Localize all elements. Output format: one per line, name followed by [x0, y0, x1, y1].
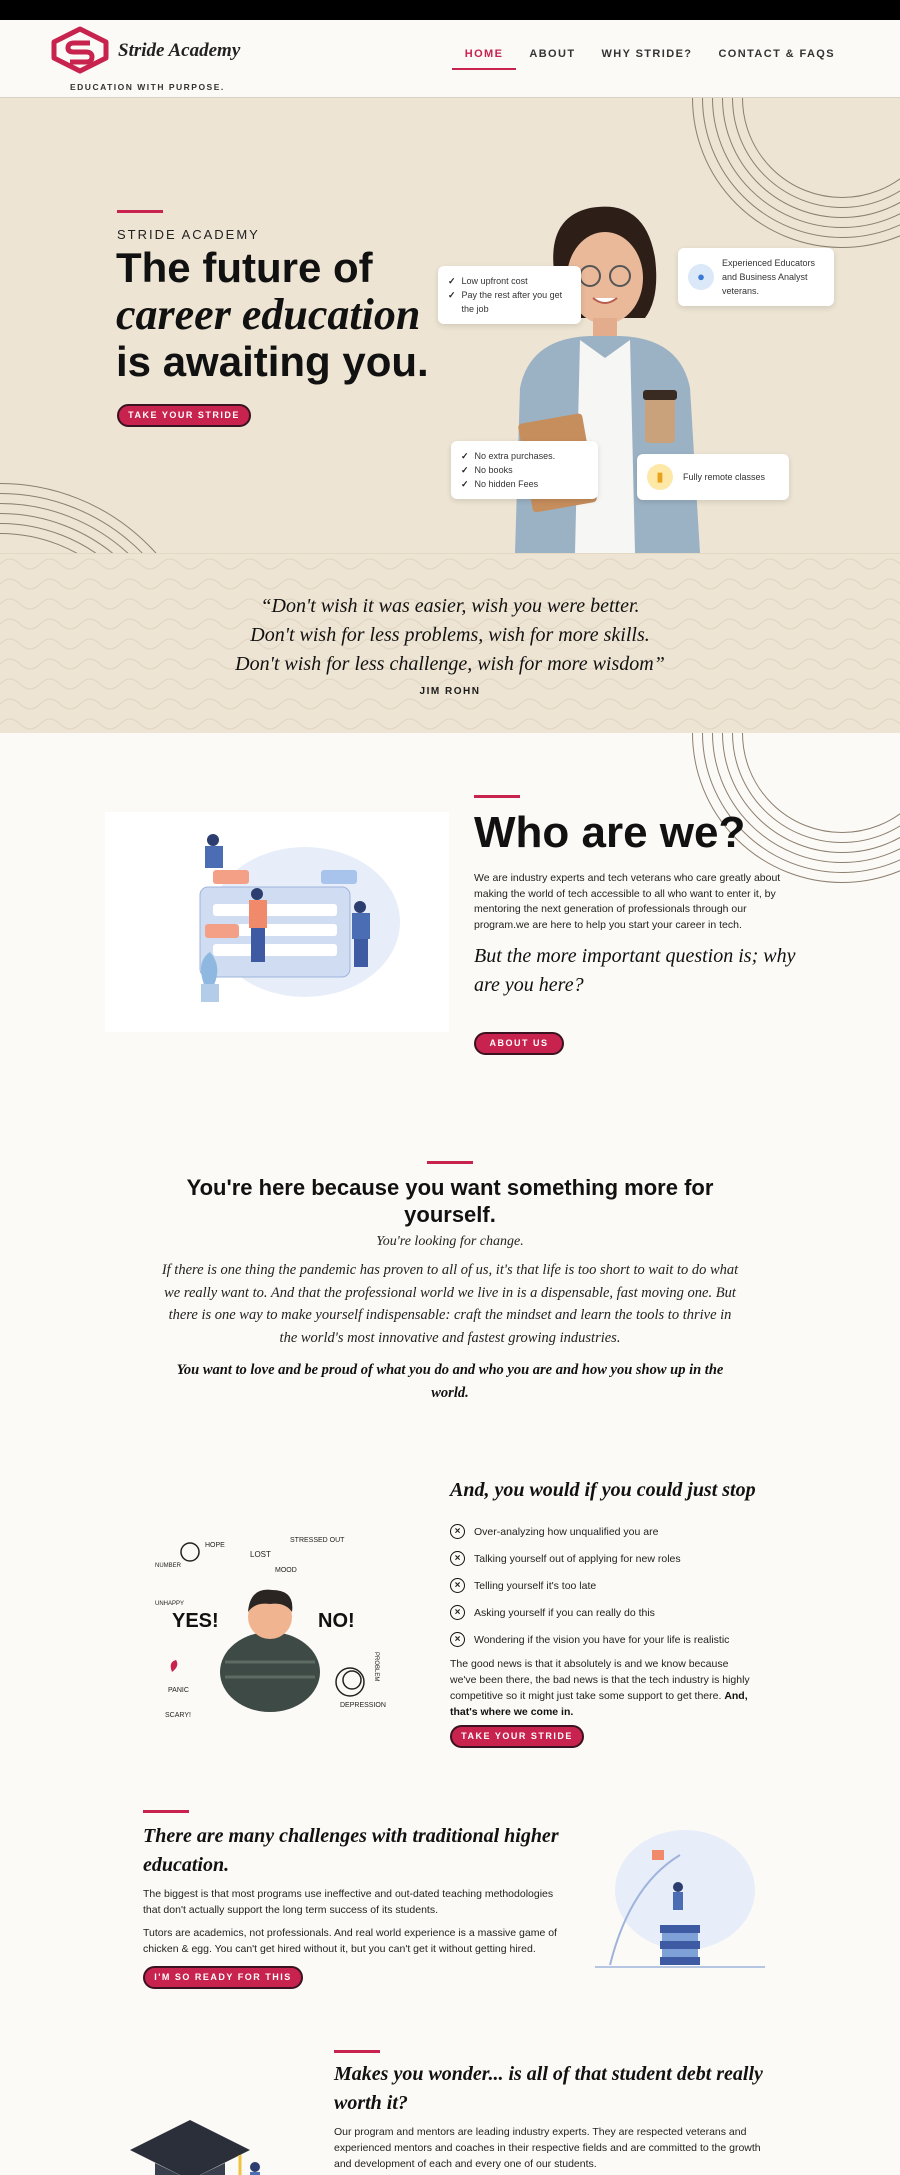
educators-card: ● Experienced Educators and Business Analyst veterans.: [678, 248, 834, 306]
people-icon: ●: [688, 264, 714, 290]
check-icon: ✓: [448, 276, 456, 286]
quote-author: JIM ROHN: [419, 686, 481, 697]
nav-home[interactable]: HOME: [452, 48, 517, 70]
site-header: [0, 20, 900, 98]
book-icon: ▮: [647, 464, 673, 490]
here-title: You're here because you want something more for yourself.: [186, 1175, 714, 1227]
team-illustration: [105, 812, 449, 1032]
stride-logo-icon[interactable]: [50, 26, 110, 76]
nav-why-stride[interactable]: WHY STRIDE?: [601, 48, 693, 60]
list-item: × Asking yourself if you can really do this: [450, 1599, 729, 1626]
hero-section: [0, 98, 900, 553]
so-ready-button[interactable]: I'M SO READY FOR THIS: [143, 1966, 303, 1989]
debt-accent-line: [334, 2050, 380, 2053]
why-here-section: [0, 1133, 900, 1463]
x-circle-icon: ×: [450, 1524, 465, 1539]
doodle-text: LOST: [250, 1550, 271, 1559]
here-bold-statement: You want to love and be proud of what you do and who you are and how you show up in the world.: [176, 1362, 724, 1401]
hero-title-line3: is awaiting you.: [116, 338, 429, 385]
here-body: If there is one thing the pandemic has proven to all of us, it's that life is too short to wait to do what we really want to. And that the professional world we live in is a dispensable, fast moving one. But there is one way to make yourself indispensable: craft the mindset and learn the tools to thrive in the world's most innovative and fastest growing industries.: [161, 1262, 739, 1346]
check-icon: ✓: [448, 290, 456, 300]
challenges-section: [0, 1810, 900, 2050]
doodle-text: PANIC: [168, 1687, 189, 1694]
doodle-text: SCARY!: [165, 1712, 191, 1719]
graduation-cap-illustration: [120, 2105, 280, 2175]
challenges-title: There are many challenges with traditional higher education.: [143, 1825, 559, 1876]
student-debt-section: [0, 2050, 900, 2175]
take-your-stride-button-2[interactable]: TAKE YOUR STRIDE: [450, 1725, 584, 1748]
x-circle-icon: ×: [450, 1551, 465, 1566]
who-are-we-section: [0, 733, 900, 1133]
doodle-text: MOOD: [275, 1567, 297, 1574]
hero-eyebrow: STRIDE ACADEMY: [117, 227, 260, 242]
cost-card: ✓ Low upfront cost ✓ Pay the rest after you get the job: [438, 266, 581, 324]
check-icon: ✓: [461, 451, 469, 461]
who-question: But the more important question is; why are you here?: [474, 945, 796, 996]
debt-text: Our program and mentors are leading industry experts. They are respected veterans and experienced mentors and coaches in their respective fields and are committed to the growth and development of each and every one of our students.: [334, 2126, 761, 2170]
list-item: × Talking yourself out of applying for new roles: [450, 1545, 729, 1572]
doodle-text: YES!: [172, 1610, 219, 1632]
nav-about[interactable]: ABOUT: [529, 48, 576, 60]
stop-text: The good news is that it absolutely is and we know because we've been there, the bad news is that the tech industry is highly competitive so it might just take some support to get there. And, that's where we come in.: [450, 1658, 750, 1718]
about-us-button[interactable]: ABOUT US: [474, 1032, 564, 1055]
doodle-text: DEPRESSION: [340, 1702, 386, 1709]
brand-name[interactable]: Stride Academy: [118, 40, 241, 61]
list-item: × Over-analyzing how unqualified you are: [450, 1518, 729, 1545]
nav-contact-faqs[interactable]: CONTACT & FAQS: [718, 48, 835, 60]
challenges-accent-line: [143, 1810, 189, 1813]
who-accent-line: [474, 795, 520, 798]
just-stop-section: [0, 1463, 900, 1810]
who-title: Who are we?: [474, 808, 746, 857]
brand-tagline: EDUCATION WITH PURPOSE.: [70, 82, 225, 92]
browser-top-bar: [0, 0, 900, 20]
quote-section: [0, 553, 900, 733]
stop-list: [450, 1518, 729, 1653]
overthinking-illustration: [150, 1532, 400, 1742]
doodle-text: NO!: [318, 1610, 355, 1632]
main-nav: [452, 48, 848, 70]
x-circle-icon: ×: [450, 1632, 465, 1647]
doodle-text: PROBLEM: [373, 1652, 379, 1682]
x-circle-icon: ×: [450, 1578, 465, 1593]
stop-title: And, you would if you could just stop: [450, 1479, 756, 1501]
here-accent-line: [427, 1161, 473, 1164]
extras-card: ✓ No extra purchases. ✓ No books ✓ No hidden Fees: [451, 441, 598, 499]
here-subtitle: You're looking for change.: [376, 1234, 524, 1249]
hero-title-line1: The future of: [116, 244, 373, 291]
challenges-paragraph-2: Tutors are academics, not professionals. And real world experience is a massive game of chicken & egg. You can't get hired without it, but you can't get it without getting hired.: [143, 1927, 557, 1955]
list-item: × Telling yourself it's too late: [450, 1572, 729, 1599]
x-circle-icon: ×: [450, 1605, 465, 1620]
book-stack-illustration: [590, 1815, 770, 1975]
who-description: We are industry experts and tech veterans who care greatly about making the world of tech accessible to all who want to enter it, by mentoring the next generation of professionals through our program.we are here to help you start your career in tech.: [474, 872, 781, 931]
jim-rohn-quote: “Don't wish it was easier, wish you were better. Don't wish for less problems, wish for more skills. Don't wish for less challenge, wish for more wisdom”: [235, 595, 665, 675]
hero-title-line2: career education: [116, 290, 421, 339]
remote-card: ▮ Fully remote classes: [637, 454, 789, 500]
doodle-text: STRESSED OUT: [290, 1537, 345, 1544]
check-icon: ✓: [461, 465, 469, 475]
doodle-text: NUMBER: [155, 1563, 182, 1569]
take-your-stride-button[interactable]: TAKE YOUR STRIDE: [117, 404, 251, 427]
challenges-paragraph-1: The biggest is that most programs use ineffective and out-dated teaching methodologies that don't actually support the long term success of its students.: [143, 1888, 554, 1916]
hero-title: [116, 244, 456, 385]
list-item: × Wondering if the vision you have for your life is realistic: [450, 1626, 729, 1653]
debt-title: Makes you wonder... is all of that student debt really worth it?: [334, 2063, 763, 2114]
doodle-text: HOPE: [205, 1542, 225, 1549]
doodle-text: UNHAPPY: [155, 1601, 185, 1607]
check-icon: ✓: [461, 479, 469, 489]
hero-accent-line: [117, 210, 163, 213]
